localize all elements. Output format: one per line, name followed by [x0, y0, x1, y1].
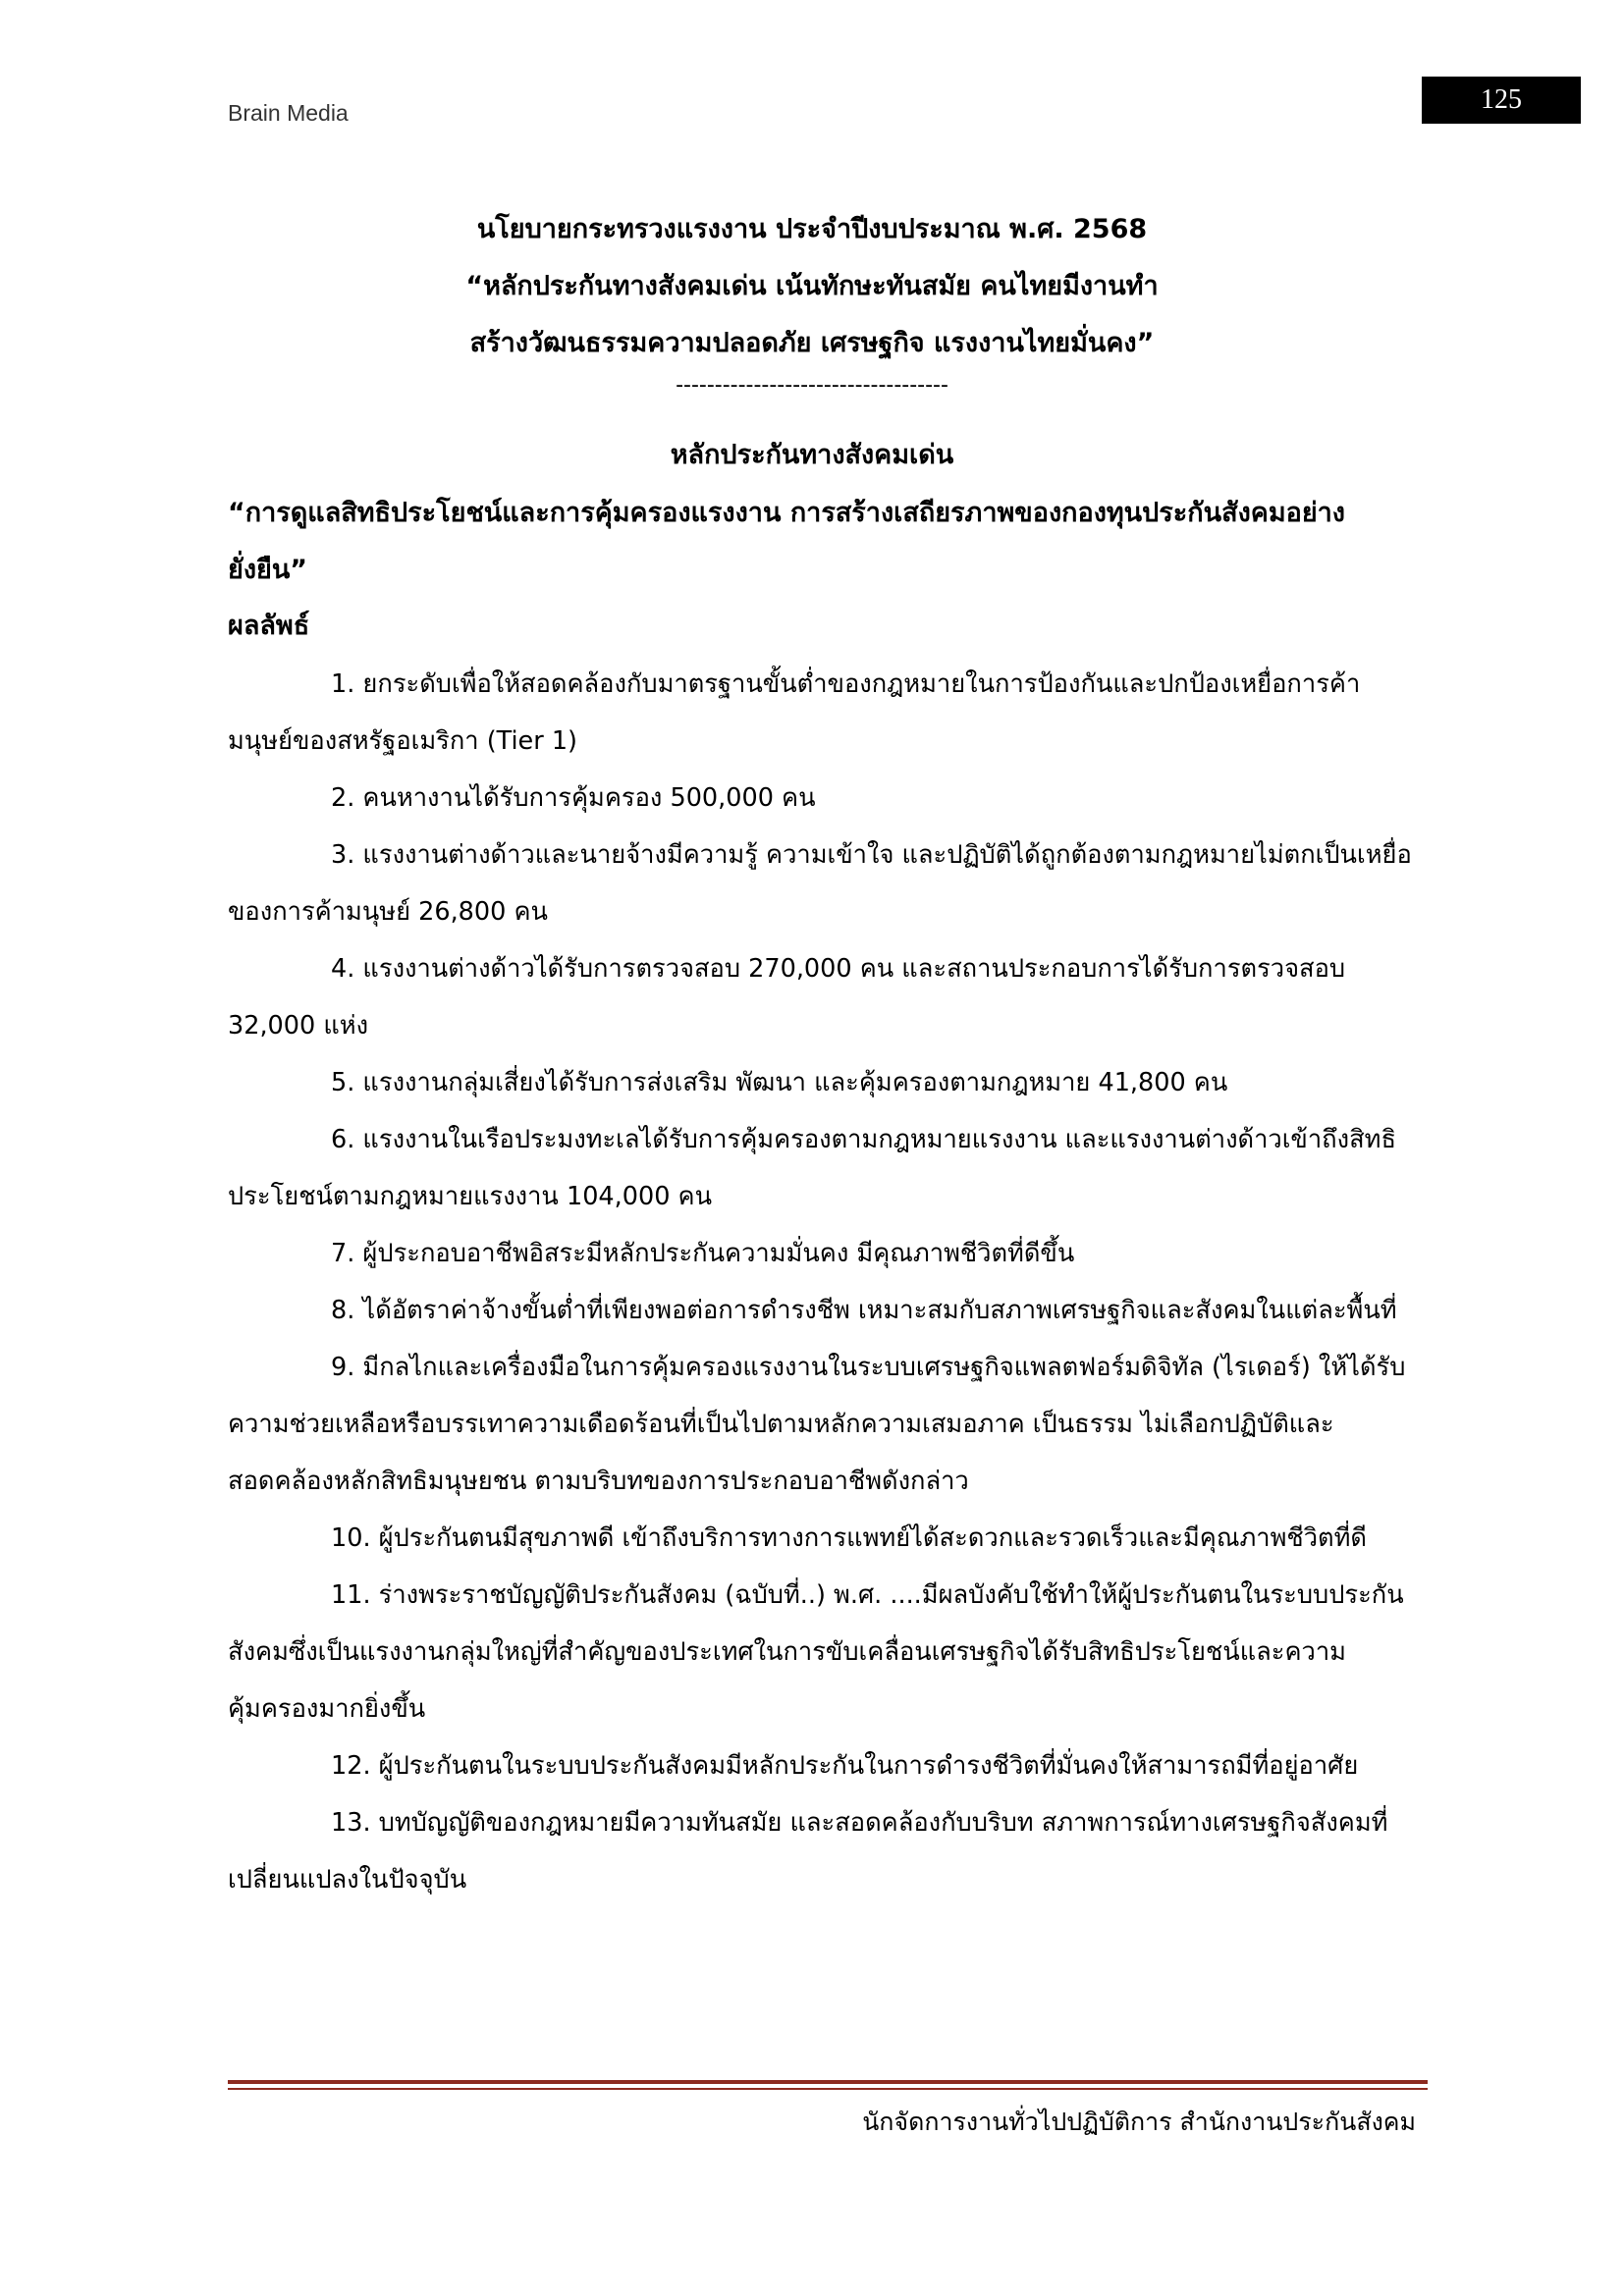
list-item: 12. ผู้ประกันตนในระบบประกันสังคมมีหลักประกันในการดำรงชีวิตที่มั่นคงให้สามารถมีที่อยู่อาศัย: [331, 1751, 1359, 1781]
page-number: 125: [1422, 77, 1581, 124]
section-heading: หลักประกันทางสังคมเด่น: [670, 440, 954, 470]
footer-rule: [228, 2080, 1428, 2084]
list-item: 9. มีกลไกและเครื่องมือในการคุ้มครองแรงงานในระบบเศรษฐกิจแพลตฟอร์มดิจิทัล (ไรเดอร์) ให้ได้รับความช่วยเหลือหรือบรรเทาความเดือดร้อนที่เป็นไปตามหลักความเสมอภาค เป็นธรรม ไม่เลือกปฏิบัติและสอดคล้องหลักสิทธิมนุษยชน ตามบริบทของการประกอบอาชีพดังกล่าว: [228, 1353, 1406, 1496]
title-line: นโยบายกระทรวงแรงงาน ประจำปีงบประมาณ พ.ศ. 2568: [476, 214, 1148, 244]
document-title: [228, 201, 1396, 372]
list-item: 10. ผู้ประกันตนมีสุขภาพดี เข้าถึงบริการทางการแพทย์ได้สะดวกและรวดเร็วและมีคุณภาพชีวิตที่ดี: [331, 1523, 1367, 1553]
list-item: 3. แรงงานต่างด้าวและนายจ้างมีความรู้ ความเข้าใจ และปฏิบัติได้ถูกต้องตามกฎหมายไม่ตกเป็นเหยื่อของการค้ามนุษย์ 26,800 คน: [228, 840, 1412, 927]
list-item: 6. แรงงานในเรือประมงทะเลได้รับการคุ้มครองตามกฎหมายแรงงาน และแรงงานต่างด้าวเข้าถึงสิทธิประโยชน์ตามกฎหมายแรงงาน 104,000 คน: [228, 1125, 1397, 1211]
list-item: 7. ผู้ประกอบอาชีพอิสระมีหลักประกันความมั่นคง มีคุณภาพชีวิตที่ดีขึ้น: [331, 1239, 1075, 1268]
title-line: “หลักประกันทางสังคมเด่น เน้นทักษะทันสมัย คนไทยมีงานทำ: [465, 271, 1159, 301]
title-divider: -----------------------------------: [676, 373, 948, 398]
list-item: 8. ได้อัตราค่าจ้างขั้นต่ำที่เพียงพอต่อการดำรงชีพ เหมาะสมกับสภาพเศรษฐกิจและสังคมในแต่ละพื้นที่: [331, 1296, 1397, 1325]
list-item: 2. คนหางานได้รับการคุ้มครอง 500,000 คน: [331, 783, 816, 813]
footer-rule: [228, 2088, 1428, 2090]
list-item: 5. แรงงานกลุ่มเสี่ยงได้รับการส่งเสริม พัฒนา และคุ้มครองตามกฎหมาย 41,800 คน: [331, 1068, 1228, 1097]
title-line: สร้างวัฒนธรรมความปลอดภัย เศรษฐกิจ แรงงานไทยมั่นคง”: [469, 328, 1155, 358]
results-heading: ผลลัพธ์: [228, 611, 310, 641]
list-item: 13. บทบัญญัติของกฎหมายมีความทันสมัย และสอดคล้องกับบริบท สภาพการณ์ทางเศรษฐกิจสังคมที่เปลี่ยนแปลงในปัจจุบัน: [228, 1808, 1388, 1895]
list-item: 11. ร่างพระราชบัญญัติประกันสังคม (ฉบับที่..) พ.ศ. ....มีผลบังคับใช้ทำให้ผู้ประกันตนในระบบประกันสังคมซึ่งเป็นแรงงานกลุ่มใหญ่ที่สำคัญของประเทศในการขับเคลื่อนเศรษฐกิจได้รับสิทธิประโยชน์และความคุ้มครองมากยิ่งขึ้น: [228, 1580, 1404, 1724]
list-item: 4. แรงงานต่างด้าวได้รับการตรวจสอบ 270,000 คน และสถานประกอบการได้รับการตรวจสอบ 32,000 แห่ง: [228, 954, 1346, 1041]
section-subtitle: “การดูแลสิทธิประโยชน์และการคุ้มครองแรงงาน การสร้างเสถียรภาพของกองทุนประกันสังคมอย่างยั่งยืน”: [228, 498, 1345, 585]
list-item: 1. ยกระดับเพื่อให้สอดคล้องกับมาตรฐานขั้นต่ำของกฎหมายในการป้องกันและปกป้องเหยื่อการค้ามนุษย์ของสหรัฐอเมริกา (Tier 1): [228, 669, 1361, 756]
footer-text: นักจัดการงานทั่วไปปฏิบัติการ สำนักงานประกันสังคม: [862, 2108, 1416, 2136]
header-brand: Brain Media: [228, 100, 349, 126]
results-list: [228, 656, 1416, 1908]
